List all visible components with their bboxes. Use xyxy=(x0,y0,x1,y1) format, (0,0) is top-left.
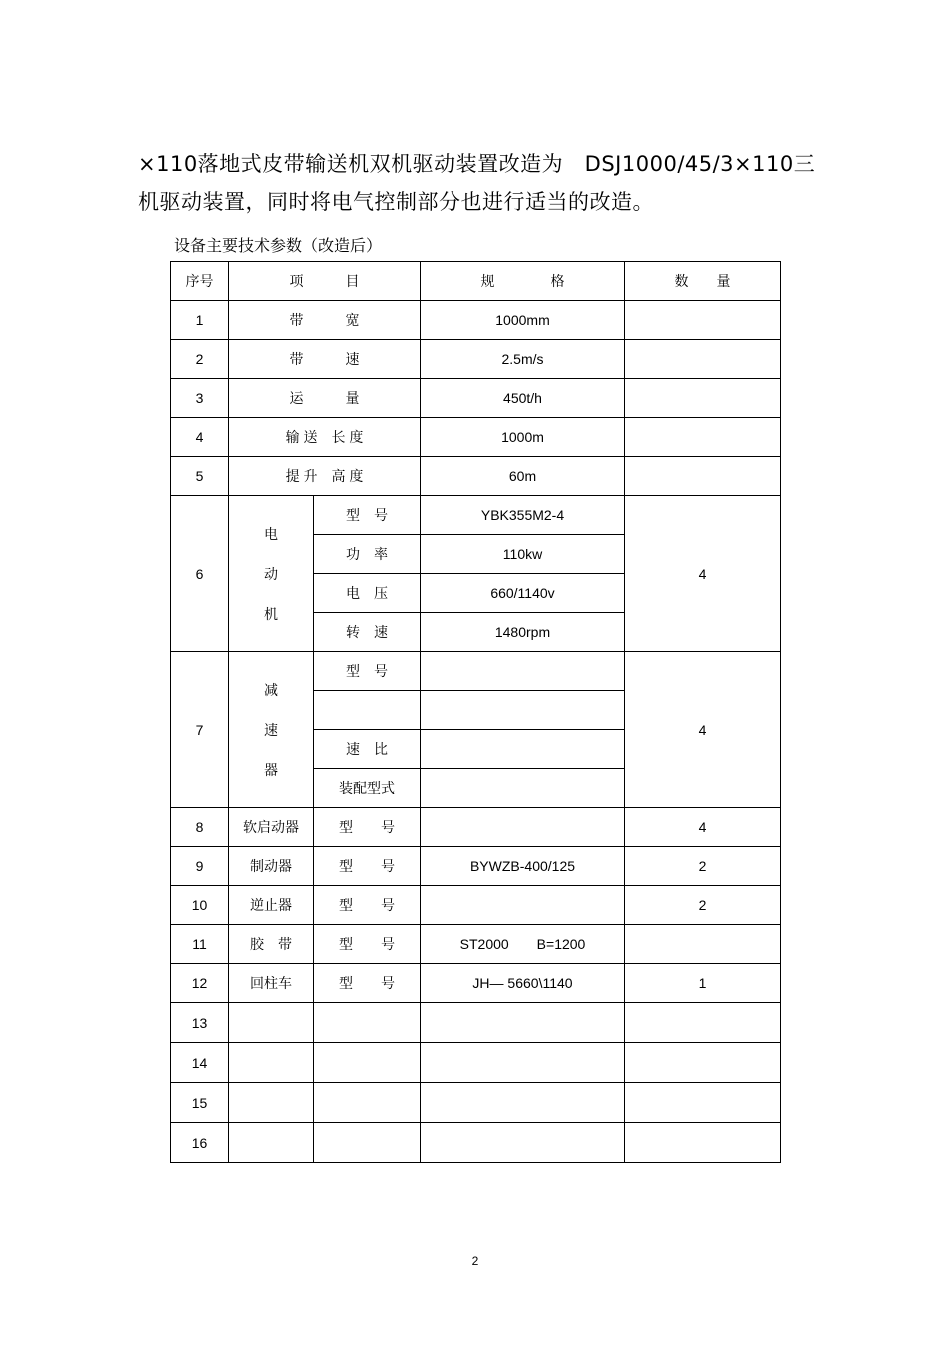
table-row xyxy=(171,1123,781,1163)
reducer-row xyxy=(171,652,781,691)
row-no: 8 xyxy=(171,808,229,847)
row-spec: 2.5m/s xyxy=(421,340,625,379)
header-spec: 规 格 xyxy=(421,262,625,301)
reducer-spec xyxy=(421,691,625,730)
row-qty: 1 xyxy=(625,964,781,1003)
paragraph-line-1: ×110落地式皮带输送机双机驱动装置改造为 DSJ1000/45/3×110三 xyxy=(138,152,816,176)
table-header-row xyxy=(171,262,781,301)
row-spec: 1000m xyxy=(421,418,625,457)
row-spec xyxy=(421,808,625,847)
motor-row xyxy=(171,496,781,535)
reducer-name-char: 速 xyxy=(264,721,278,738)
table-row xyxy=(171,457,781,496)
reducer-no: 7 xyxy=(171,652,229,808)
row-qty xyxy=(625,379,781,418)
motor-spec: 1480rpm xyxy=(421,613,625,652)
row-qty xyxy=(625,301,781,340)
row-param: 型 号 xyxy=(314,925,421,964)
row-no: 4 xyxy=(171,418,229,457)
reducer-param xyxy=(314,691,421,730)
table-row xyxy=(171,379,781,418)
row-qty: 2 xyxy=(625,847,781,886)
row-qty: 4 xyxy=(625,808,781,847)
row-name: 制动器 xyxy=(229,847,314,886)
reducer-name-char: 减 xyxy=(264,681,278,698)
table-row xyxy=(171,886,781,925)
motor-spec: 110kw xyxy=(421,535,625,574)
row-item: 运 量 xyxy=(229,379,421,418)
reducer-spec xyxy=(421,730,625,769)
table-row xyxy=(171,847,781,886)
motor-qty: 4 xyxy=(625,496,781,652)
row-no: 14 xyxy=(171,1043,229,1083)
motor-name-char: 电 xyxy=(264,525,278,542)
reducer-param: 速 比 xyxy=(314,730,421,769)
motor-param: 电 压 xyxy=(314,574,421,613)
row-param: 型 号 xyxy=(314,964,421,1003)
reducer-param: 装配型式 xyxy=(314,769,421,808)
row-name: 回柱车 xyxy=(229,964,314,1003)
header-no: 序号 xyxy=(171,262,229,301)
motor-param: 功 率 xyxy=(314,535,421,574)
row-name: 软启动器 xyxy=(229,808,314,847)
reducer-qty: 4 xyxy=(625,652,781,808)
header-item: 项 目 xyxy=(229,262,421,301)
table-row xyxy=(171,925,781,964)
row-param: 型 号 xyxy=(314,847,421,886)
reducer-name-char: 器 xyxy=(264,761,278,778)
row-spec: BYWZB-400/125 xyxy=(421,847,625,886)
table-row xyxy=(171,418,781,457)
row-param: 型 号 xyxy=(314,808,421,847)
motor-name xyxy=(229,496,314,652)
reducer-name xyxy=(229,652,314,808)
row-no: 1 xyxy=(171,301,229,340)
row-no: 11 xyxy=(171,925,229,964)
reducer-spec xyxy=(421,652,625,691)
row-spec: 60m xyxy=(421,457,625,496)
reducer-spec xyxy=(421,769,625,808)
row-spec xyxy=(421,886,625,925)
reducer-param: 型 号 xyxy=(314,652,421,691)
spec-table xyxy=(170,261,781,1163)
header-qty: 数 量 xyxy=(625,262,781,301)
row-no: 12 xyxy=(171,964,229,1003)
row-no: 9 xyxy=(171,847,229,886)
table-row xyxy=(171,301,781,340)
row-item: 输 送 长 度 xyxy=(229,418,421,457)
row-item: 提 升 高 度 xyxy=(229,457,421,496)
motor-spec: 660/1140v xyxy=(421,574,625,613)
row-name: 胶 带 xyxy=(229,925,314,964)
table-row xyxy=(171,1003,781,1043)
row-qty xyxy=(625,457,781,496)
motor-name-char: 动 xyxy=(264,565,278,582)
row-spec: JH— 5660\1140 xyxy=(421,964,625,1003)
row-no: 2 xyxy=(171,340,229,379)
row-spec: ST2000 B=1200 xyxy=(421,925,625,964)
motor-spec: YBK355M2-4 xyxy=(421,496,625,535)
row-no: 16 xyxy=(171,1123,229,1163)
row-name: 逆止器 xyxy=(229,886,314,925)
table-row xyxy=(171,964,781,1003)
table-row xyxy=(171,808,781,847)
row-spec: 1000mm xyxy=(421,301,625,340)
table-row xyxy=(171,1043,781,1083)
motor-name-char: 机 xyxy=(264,605,278,622)
row-no: 13 xyxy=(171,1003,229,1043)
row-item: 带 速 xyxy=(229,340,421,379)
motor-param: 转 速 xyxy=(314,613,421,652)
paragraph-line-2: 机驱动装置，同时将电气控制部分也进行适当的改造。 xyxy=(138,190,654,214)
motor-param: 型 号 xyxy=(314,496,421,535)
row-no: 10 xyxy=(171,886,229,925)
row-qty xyxy=(625,418,781,457)
row-no: 3 xyxy=(171,379,229,418)
row-qty: 2 xyxy=(625,886,781,925)
row-spec: 450t/h xyxy=(421,379,625,418)
row-qty xyxy=(625,925,781,964)
row-no: 15 xyxy=(171,1083,229,1123)
motor-no: 6 xyxy=(171,496,229,652)
row-item: 带 宽 xyxy=(229,301,421,340)
row-qty xyxy=(625,340,781,379)
table-caption: 设备主要技术参数（改造后） xyxy=(174,236,383,255)
page-number: 2 xyxy=(471,1254,479,1268)
row-param: 型 号 xyxy=(314,886,421,925)
table-row xyxy=(171,1083,781,1123)
table-row xyxy=(171,340,781,379)
row-no: 5 xyxy=(171,457,229,496)
